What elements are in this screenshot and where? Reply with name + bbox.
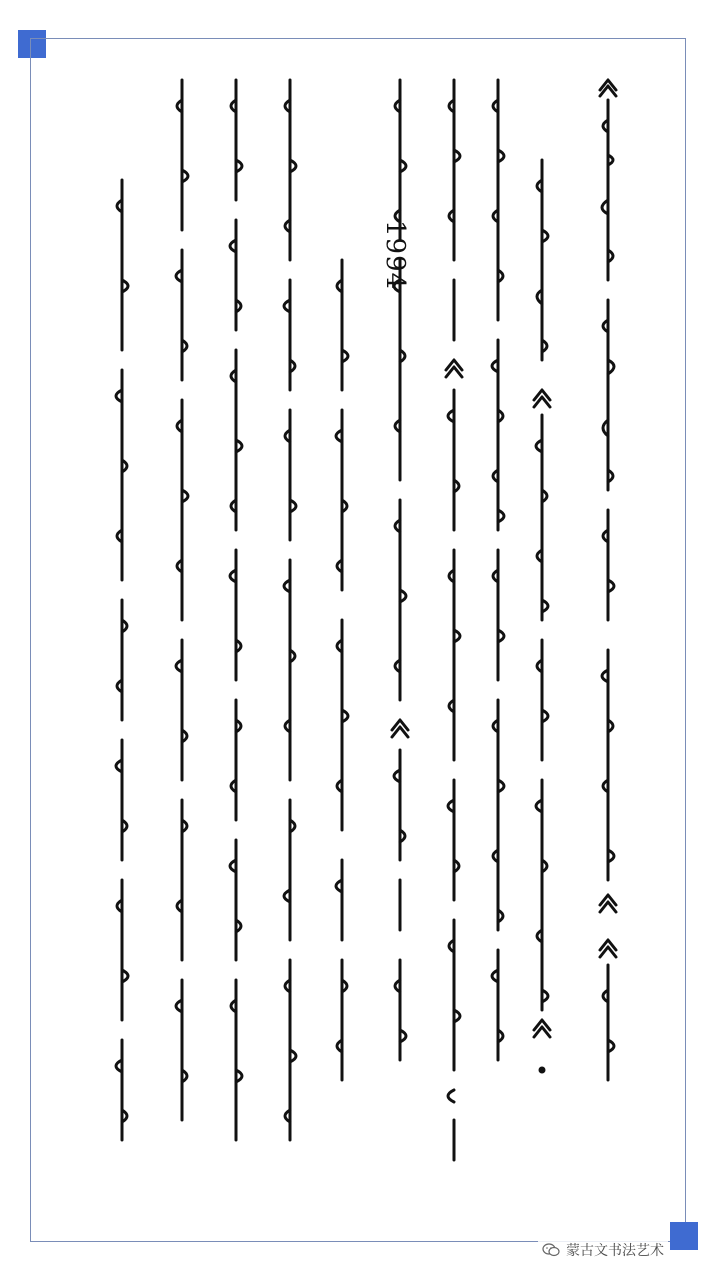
script-column-2-glyphs: [520, 60, 564, 1220]
script-column-3: [476, 60, 520, 1220]
mongolian-text-body: [80, 60, 640, 1220]
watermark-text: 蒙古文书法艺术: [566, 1243, 664, 1259]
script-column-7: [268, 60, 312, 1220]
script-column-1-glyphs: [586, 60, 630, 1220]
corner-marker-bottom-right: [670, 1222, 698, 1250]
script-column-4: [432, 60, 476, 1220]
script-column-7-glyphs: [268, 60, 312, 1220]
script-column-9: [160, 60, 204, 1220]
script-column-2: [520, 60, 564, 1220]
watermark: [538, 1239, 668, 1261]
script-column-9-glyphs: [160, 60, 204, 1220]
script-column-6: [320, 60, 364, 1220]
wechat-icon: [542, 1243, 560, 1257]
script-column-4-glyphs: [432, 60, 476, 1220]
script-column-10-glyphs: [100, 60, 144, 1220]
script-column-3-glyphs: [476, 60, 520, 1220]
script-column-8: [214, 60, 258, 1220]
script-column-1: [586, 60, 630, 1220]
script-column-10: [100, 60, 144, 1220]
year-label: 1994: [380, 220, 410, 291]
script-column-8-glyphs: [214, 60, 258, 1220]
script-column-6-glyphs: [320, 60, 364, 1220]
